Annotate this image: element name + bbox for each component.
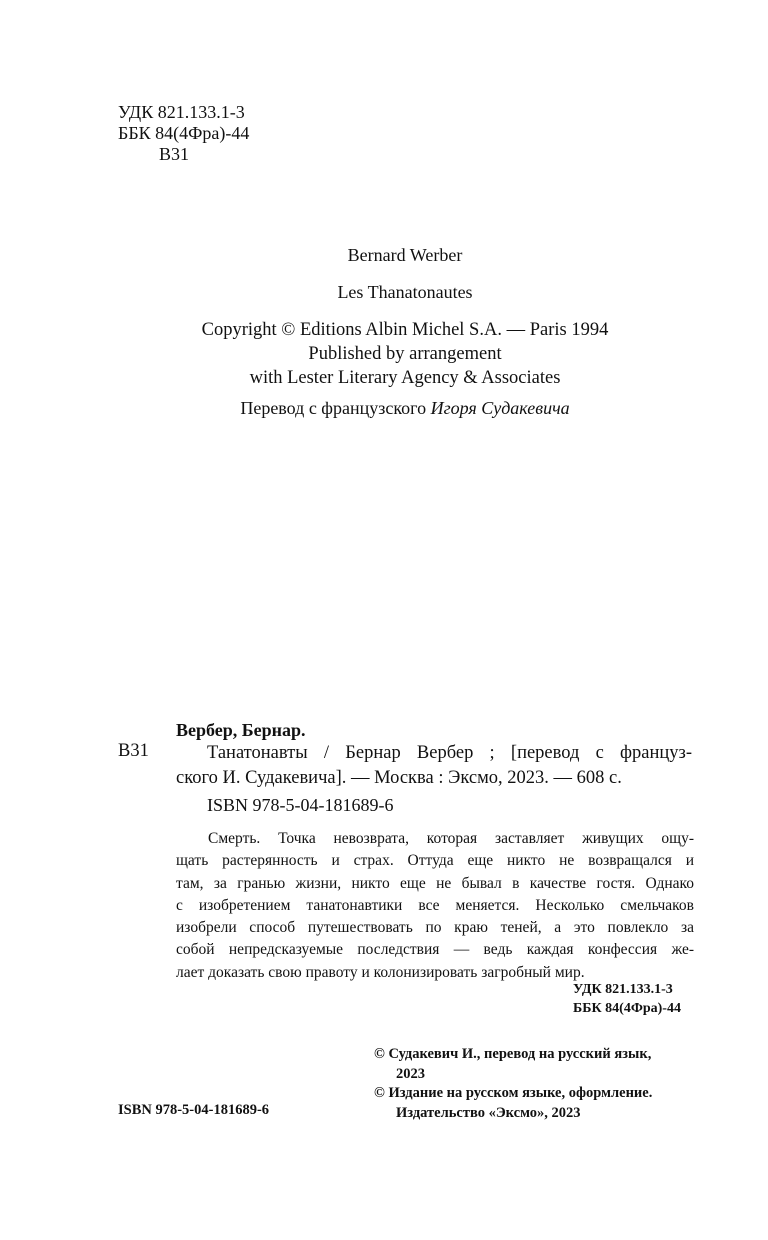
annotation-line: изобрели способ путешествовать по краю теней, а это повлекло за bbox=[176, 919, 694, 937]
annotation-codes bbox=[573, 980, 694, 1018]
annotation-line: Смерть. Точка невозврата, которая заставляет живущих ощу- bbox=[208, 830, 694, 847]
original-author: Bernard Werber bbox=[347, 245, 463, 265]
entry-line-1: Танатонавты / Бернар Вербер ; [перевод с француз- bbox=[207, 743, 692, 763]
annotation-line: лает доказать свою правоту и колонизировать загробный мир. bbox=[176, 963, 585, 981]
small-bbk-code: ББК 84(4Фра)-44 bbox=[573, 1001, 681, 1016]
translation-prefix: Перевод с французского bbox=[240, 398, 427, 418]
annotation bbox=[176, 828, 694, 984]
annotation-line: там, за гранью жизни, никто еще не бывал в качестве гостя. Однако bbox=[176, 874, 694, 892]
annotation-line: щать растерянность и страх. Оттуда еще никто не возвращался и bbox=[176, 852, 694, 870]
translation-copyright bbox=[374, 1045, 704, 1084]
bottom-isbn: ISBN 978-5-04-181689-6 bbox=[118, 1102, 270, 1118]
catalog-codes bbox=[118, 102, 249, 165]
edition-copyright-line-1: © Издание на русском языке, оформление. bbox=[374, 1085, 653, 1101]
original-title: Les Thanatonautes bbox=[337, 282, 473, 302]
copyright-line: Copyright © Editions Albin Michel S.A. — Paris 1994 bbox=[201, 320, 609, 340]
udk-code: УДК 821.133.1-3 bbox=[118, 102, 245, 122]
translator-name: Игоря Судакевича bbox=[430, 398, 570, 418]
entry-line-2: ского И. Судакевича]. — Москва : Эксмо, 2023. — 608 с. bbox=[176, 768, 622, 788]
catalog-entry-description bbox=[176, 741, 692, 791]
catalog-entry-code: В31 bbox=[118, 741, 149, 761]
edition-copyright bbox=[374, 1084, 704, 1123]
translation-copyright-line-2: 2023 bbox=[396, 1065, 425, 1082]
published-line: Published by arrangement bbox=[308, 344, 502, 364]
edition-copyright-line-2: Издательство «Эксмо», 2023 bbox=[396, 1104, 581, 1121]
agency-line: with Lester Literary Agency & Associates bbox=[249, 368, 561, 388]
small-udk-code: УДК 821.133.1-3 bbox=[573, 982, 673, 997]
catalog-entry-heading: Вербер, Бернар. bbox=[176, 720, 306, 740]
translation-copyright-line-1: © Судакевич И., перевод на русский язык, bbox=[374, 1046, 652, 1062]
copyright-notices bbox=[374, 1045, 704, 1123]
bbk-code: ББК 84(4Фра)-44 bbox=[118, 123, 250, 143]
author-mark: В31 bbox=[159, 144, 190, 164]
annotation-line: с изобретением танатонавтики все меняется. Несколько смельчаков bbox=[176, 896, 694, 914]
copyright-block bbox=[0, 318, 768, 390]
translation-credit bbox=[0, 398, 768, 419]
catalog-entry-isbn: ISBN 978-5-04-181689-6 bbox=[207, 795, 394, 815]
annotation-line: собой непредсказуемые последствия — ведь каждая конфессия же- bbox=[176, 941, 694, 959]
